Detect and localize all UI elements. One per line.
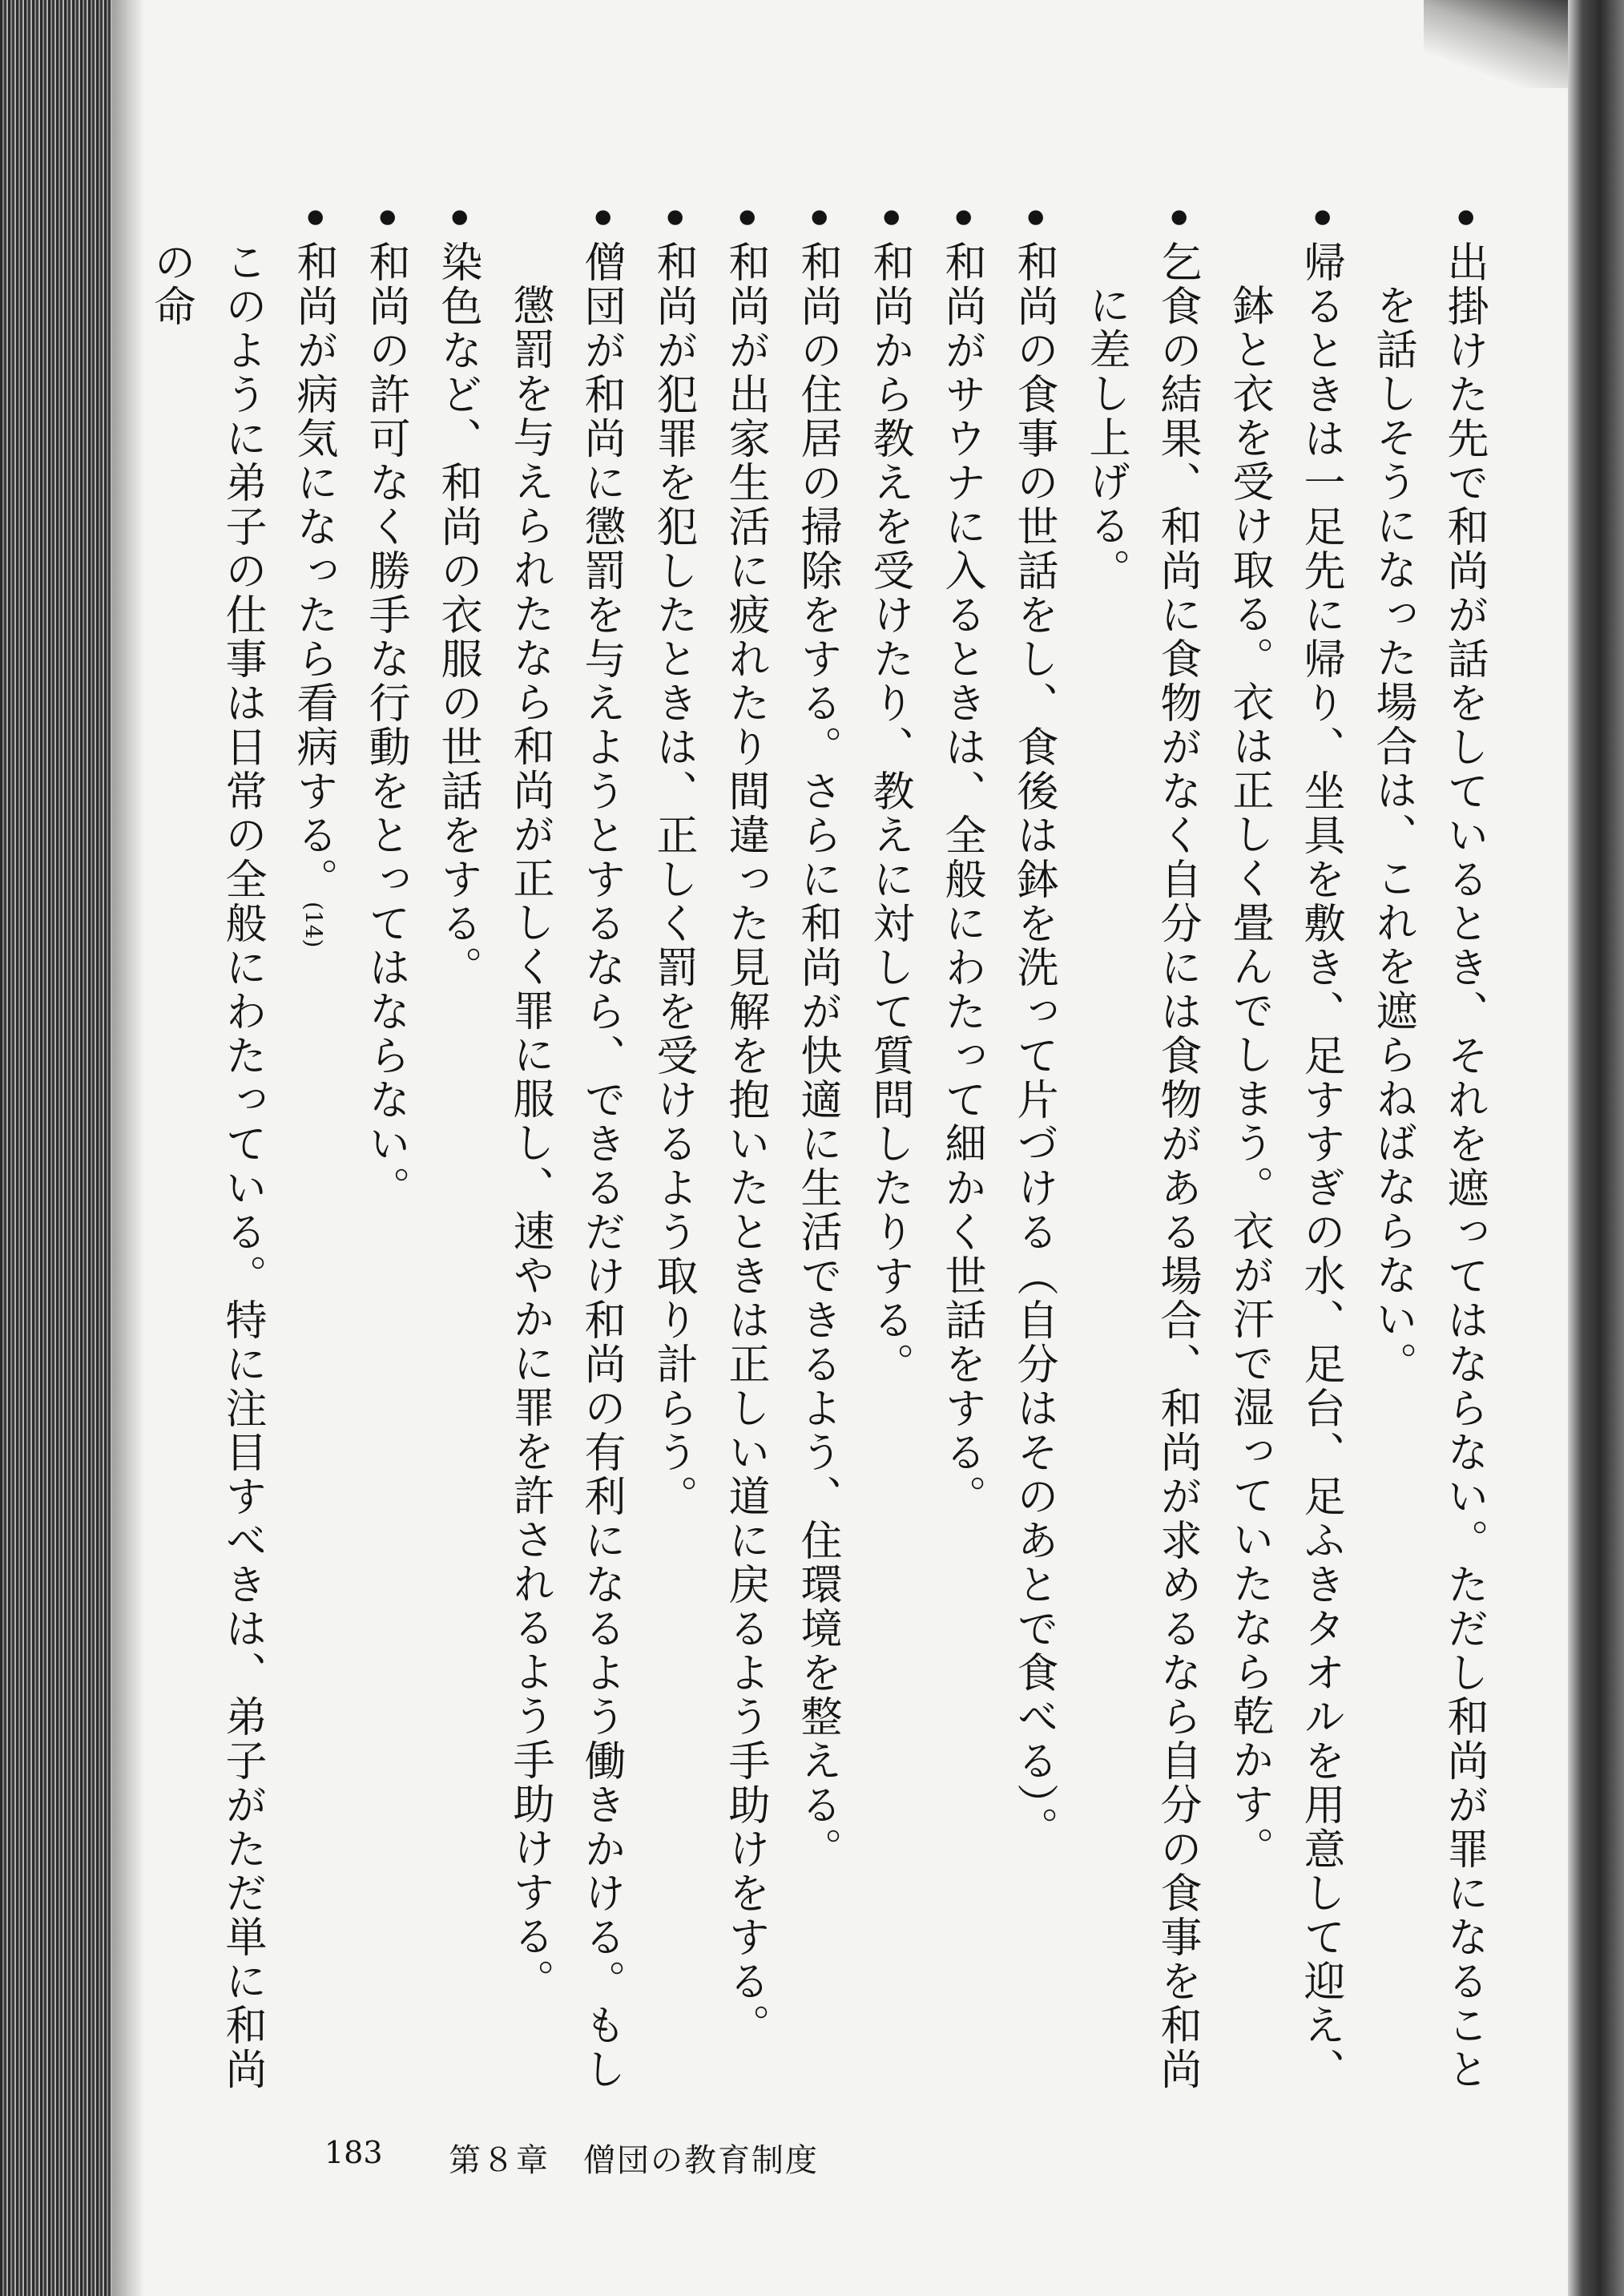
page-number: 183 <box>324 2135 383 2170</box>
list-item-text: 僧団が和尚に懲罰を与えようとするなら、できるだけ和尚の有利になるよう働きかける。もし懲罰を与えられたなら和尚が正しく罪に服し、速やかに罪を許されるよう手助けする。 <box>506 240 625 2092</box>
list-item-text: 乞食の結果、和尚に食物がなく自分には食物がある場合、和尚が求めるなら自分の食事を和尚に差し上げる。 <box>1082 240 1201 2092</box>
list-item: •僧団が和尚に懲罰を与えようとするなら、できるだけ和尚の有利になるよう働きかける。もし懲罰を与えられたなら和尚が正しく罪に服し、速やかに罪を許されるよう手助けする。 <box>506 204 626 2092</box>
list-item-text: 和尚から教えを受けたり、教えに対して質問したりする。 <box>865 240 913 1386</box>
list-item: •和尚の食事の世話をし、食後は鉢を洗って片づける（自分はそのあとで食べる）。 <box>1009 204 1058 1850</box>
list-item-text: 和尚の住居の掃除をする。さらに和尚が快適に生活できるよう、住環境を整える。 <box>793 240 841 1871</box>
footnote-marker[interactable]: (14) <box>300 902 327 948</box>
page-right-edge <box>1568 0 1624 2296</box>
list-item: •和尚から教えを受けたり、教えに対して質問したりする。 <box>865 204 914 1386</box>
list-item-text: 帰るときは一足先に帰り、坐具を敷き、足すすぎの水、足台、足ふきタオルを用意して迎え、鉢と衣を受け取る。衣は正しく畳んでしまう。衣が汗で湿っていたなら乾かす。 <box>1225 240 1344 2092</box>
list-item: •和尚の許可なく勝手な行動をとってはならない。 <box>361 204 410 1210</box>
page-footer <box>0 2135 1624 2191</box>
list-item: •出掛けた先で和尚が話をしているとき、それを遮ってはならない。ただし和尚が罪になることを話しそうになった場合は、これを遮らねばならない。 <box>1368 204 1489 2092</box>
list-item-text: 和尚が病気になったら看病する。 <box>289 240 337 902</box>
list-item: •帰るときは一足先に帰り、坐具を敷き、足すすぎの水、足台、足ふきタオルを用意して迎え、鉢と衣を受け取る。衣は正しく畳んでしまう。衣が汗で湿っていたなら乾かす。 <box>1225 204 1345 2092</box>
running-head: 第８章 僧団の教育制度 <box>449 2142 819 2179</box>
list-item-text: 和尚がサウナに入るときは、全般にわたって細かく世話をする。 <box>937 240 985 1519</box>
list-item: •和尚が出家生活に疲れたり間違った見解を抱いたときは正しい道に戻るよう手助けをする。 <box>721 204 770 2048</box>
closing-paragraph: このように弟子の仕事は日常の全般にわたっている。特に注目すべきは、弟子がただ単に和尚の命 <box>147 240 266 2092</box>
list-item: •和尚が病気になったら看病する。(14) <box>289 204 338 948</box>
list-item-text: 和尚の許可なく勝手な行動をとってはならない。 <box>361 240 409 1210</box>
list-item-text: 和尚が出家生活に疲れたり間違った見解を抱いたときは正しい道に戻るよう手助けをする。 <box>721 240 769 2048</box>
list-item: •和尚の住居の掃除をする。さらに和尚が快適に生活できるよう、住環境を整える。 <box>793 204 842 1871</box>
list-item-text: 出掛けた先で和尚が話をしているとき、それを遮ってはならない。ただし和尚が罪になることを話しそうになった場合は、これを遮らねばならない。 <box>1368 240 1488 2092</box>
list-item: •染色など、和尚の衣服の世話をする。 <box>433 204 482 990</box>
vertical-text-body <box>74 204 1500 2124</box>
scan-shadow <box>1424 0 1568 88</box>
list-item-text: 和尚が犯罪を犯したときは、正しく罰を受けるよう取り計らう。 <box>649 240 697 1519</box>
list-item: •乞食の結果、和尚に食物がなく自分には食物がある場合、和尚が求めるなら自分の食事を和尚に差し上げる。 <box>1082 204 1202 2092</box>
list-item-text: 染色など、和尚の衣服の世話をする。 <box>433 240 482 990</box>
list-item: •和尚がサウナに入るときは、全般にわたって細かく世話をする。 <box>937 204 986 1519</box>
list-item-text: 和尚の食事の世話をし、食後は鉢を洗って片づける（自分はそのあとで食べる）。 <box>1009 240 1058 1850</box>
list-item: •和尚が犯罪を犯したときは、正しく罰を受けるよう取り計らう。 <box>649 204 698 1519</box>
